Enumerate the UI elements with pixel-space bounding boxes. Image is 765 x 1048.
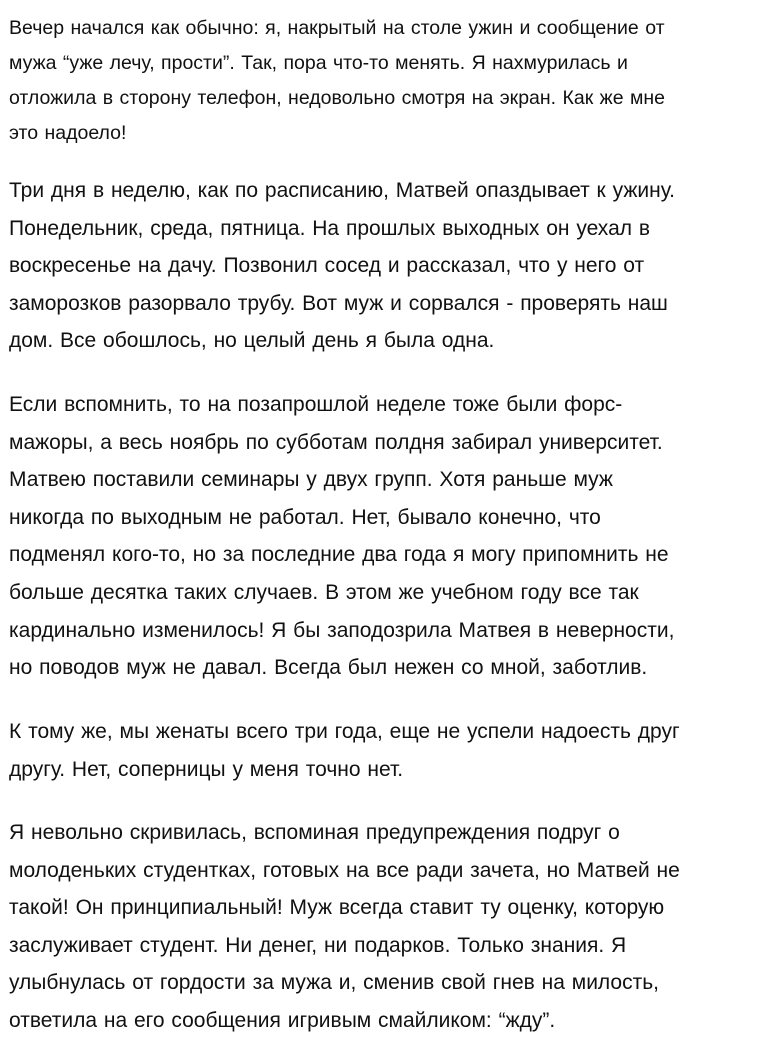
text-line: молоденьких студентках, готовых на все ради зачета, но Матвей не	[9, 858, 680, 882]
text-line: улыбнулась от гордости за мужа и, сменив свой гнев на милость,	[9, 971, 659, 995]
text-line: никогда по выходным не работал. Нет, бывало конечно, что	[9, 505, 601, 529]
text-line: но поводов муж не давал. Всегда был нежен со мной, заботлив.	[9, 656, 648, 680]
text-line: воскресенье на дачу. Позвонил сосед и рассказал, что у него от	[9, 254, 645, 278]
text-line: мажоры, а весь ноябрь по субботам полдня забирал университет.	[9, 430, 663, 454]
text-line: отложила в сторону телефон, недовольно смотря на экран. Как же мне	[9, 87, 665, 109]
paragraph-3	[9, 386, 761, 687]
paragraph-2	[9, 172, 761, 360]
text-line: ответила на его сообщения игривым смайликом: “жду”.	[9, 1008, 556, 1032]
text-line: К тому же, мы женаты всего три года, еще не успели надоесть друг	[9, 720, 680, 743]
text-line: Понедельник, среда, пятница. На прошлых выходных он уехал в	[9, 216, 650, 240]
text-line: заслуживает студент. Ни денег, ни подарков. Только знания. Я	[9, 933, 627, 957]
text-line: подменял кого-то, но за последние два года я могу припомнить не	[9, 543, 669, 567]
paragraph-1	[9, 11, 761, 151]
text-line: мужа “уже лечу, прости”. Так, пора что-то менять. Я нахмурилась и	[9, 52, 628, 74]
text-line: это надоело!	[9, 122, 127, 144]
text-line: Если вспомнить, то на позапрошлой неделе тоже были форс-	[9, 393, 623, 416]
text-line: Матвею поставили семинары у двух групп. Хотя раньше муж	[9, 468, 613, 492]
paragraph-4	[9, 713, 761, 788]
text-line: заморозков разорвало трубу. Вот муж и сорвался - проверять наш	[9, 291, 668, 315]
text-line: Я невольно скривилась, вспоминая предупреждения подруг о	[9, 821, 620, 844]
text-line: другу. Нет, соперницы у меня точно нет.	[9, 757, 404, 781]
paragraph-5	[9, 814, 761, 1040]
text-line: такой! Он принципиальный! Муж всегда ставит ту оценку, которую	[9, 896, 665, 920]
text-line: дом. Все обошлось, но целый день я была одна.	[9, 329, 495, 353]
text-line: больше десятка таких случаев. В этом же учебном году все так	[9, 580, 639, 604]
text-line: Вечер начался как обычно: я, накрытый на столе ужин и сообщение от	[9, 17, 665, 39]
text-line: кардинально изменилось! Я бы заподозрила Матвея в неверности,	[9, 618, 675, 642]
text-line: Три дня в неделю, как по расписанию, Матвей опаздывает к ужину.	[9, 179, 675, 202]
